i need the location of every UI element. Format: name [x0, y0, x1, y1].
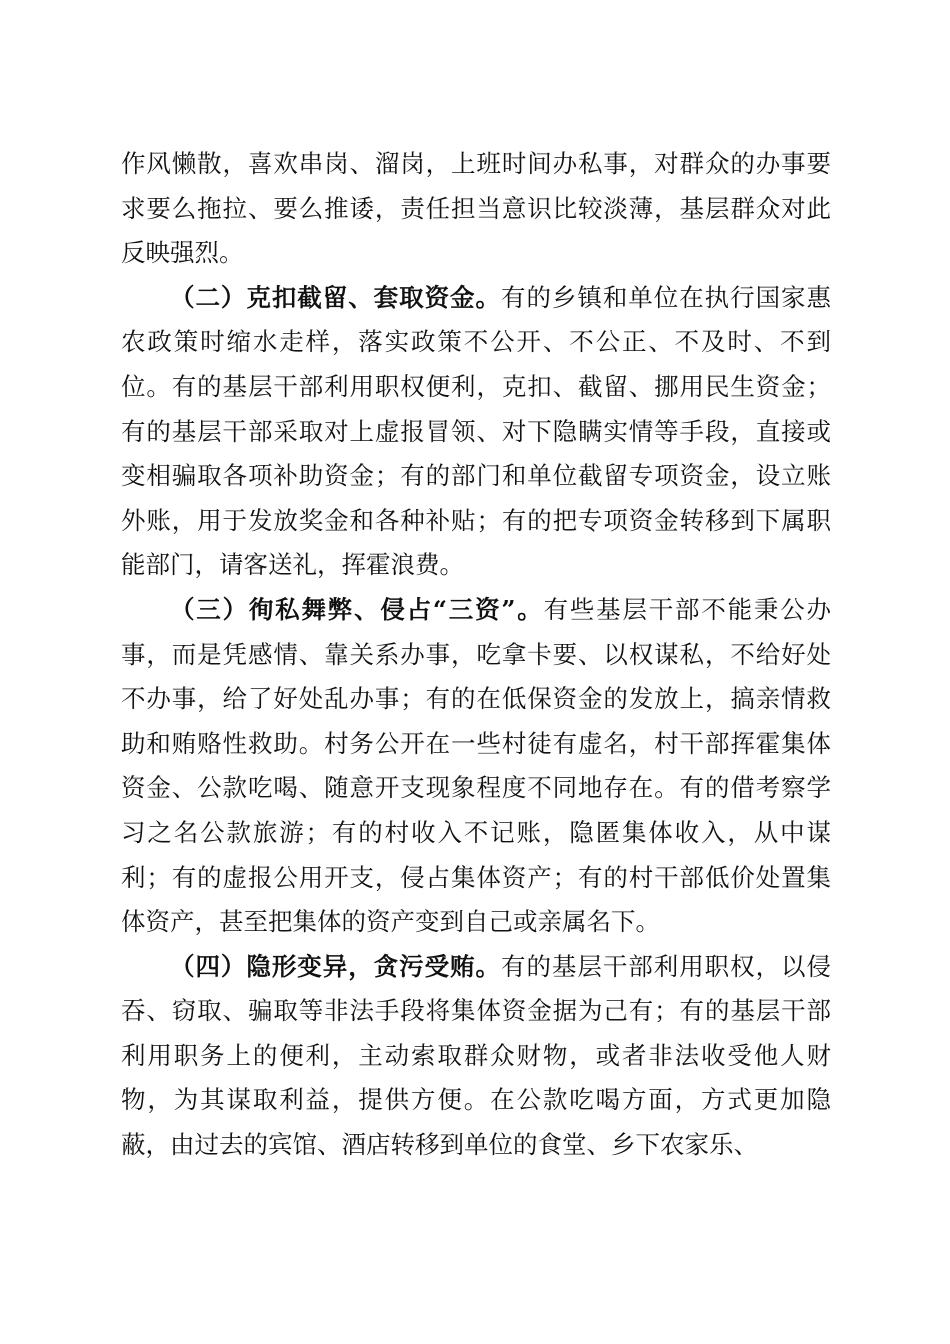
paragraph-section-3 [121, 588, 831, 945]
paragraph-body: 作风懒散，喜欢串岗、溜岗，上班时间办私事，对群众的办事要求要么拖拉、要么推诿，责任担当意识比较淡薄，基层群众对此反映强烈。 [121, 149, 831, 268]
paragraph-body: 有的基层干部利用职权，以侵吞、窃取、骗取等非法手段将集体资金据为己有；有的基层干部利用职务上的便利，主动索取群众财物，或者非法收受他人财物，为其谋取利益，提供方便。在公款吃喝方面，方式更加隐蔽，由过去的宾馆、酒店转移到单位的食堂、乡下农家乐、 [121, 951, 832, 1160]
section-heading: （四）隐形变异，贪污受贿。 [170, 951, 501, 981]
paragraph-body: 有的乡镇和单位在执行国家惠农政策时缩水走样，落实政策不公开、不公正、不及时、不到位。有的基层干部利用职权便利，克扣、截留、挪用民生资金；有的基层干部采取对上虚报冒领、对下隐瞒实情等手段，直接或变相骗取各项补助资金；有的部门和单位截留专项资金，设立账外账，用于发放奖金和各种补贴；有的把专项资金转移到下属职能部门，请客送礼，挥霍浪费。 [121, 282, 832, 580]
section-heading: （三）徇私舞弊、侵占“三资”。 [170, 594, 544, 624]
paragraph-body: 有些基层干部不能秉公办事，而是凭感情、靠关系办事，吃拿卡要、以权谋私，不给好处不办事，给了好处乱办事；有的在低保资金的发放上，搞亲情救助和贿赂性救助。村务公开在一些村徒有虚名，村干部挥霍集体资金、公款吃喝、随意开支现象程度不同地存在。有的借考察学习之名公款旅游；有的村收入不记账，隐匿集体收入，从中谋利；有的虚报公用开支，侵占集体资产；有的村干部低价处置集体资产，甚至把集体的资产变到自己或亲属名下。 [121, 594, 832, 937]
paragraph-section-2 [121, 276, 831, 588]
document-page [121, 142, 831, 1168]
paragraph-section-4 [121, 945, 831, 1168]
section-heading: （二）克扣截留、套取资金。 [170, 282, 501, 312]
paragraph-continued [121, 142, 831, 276]
